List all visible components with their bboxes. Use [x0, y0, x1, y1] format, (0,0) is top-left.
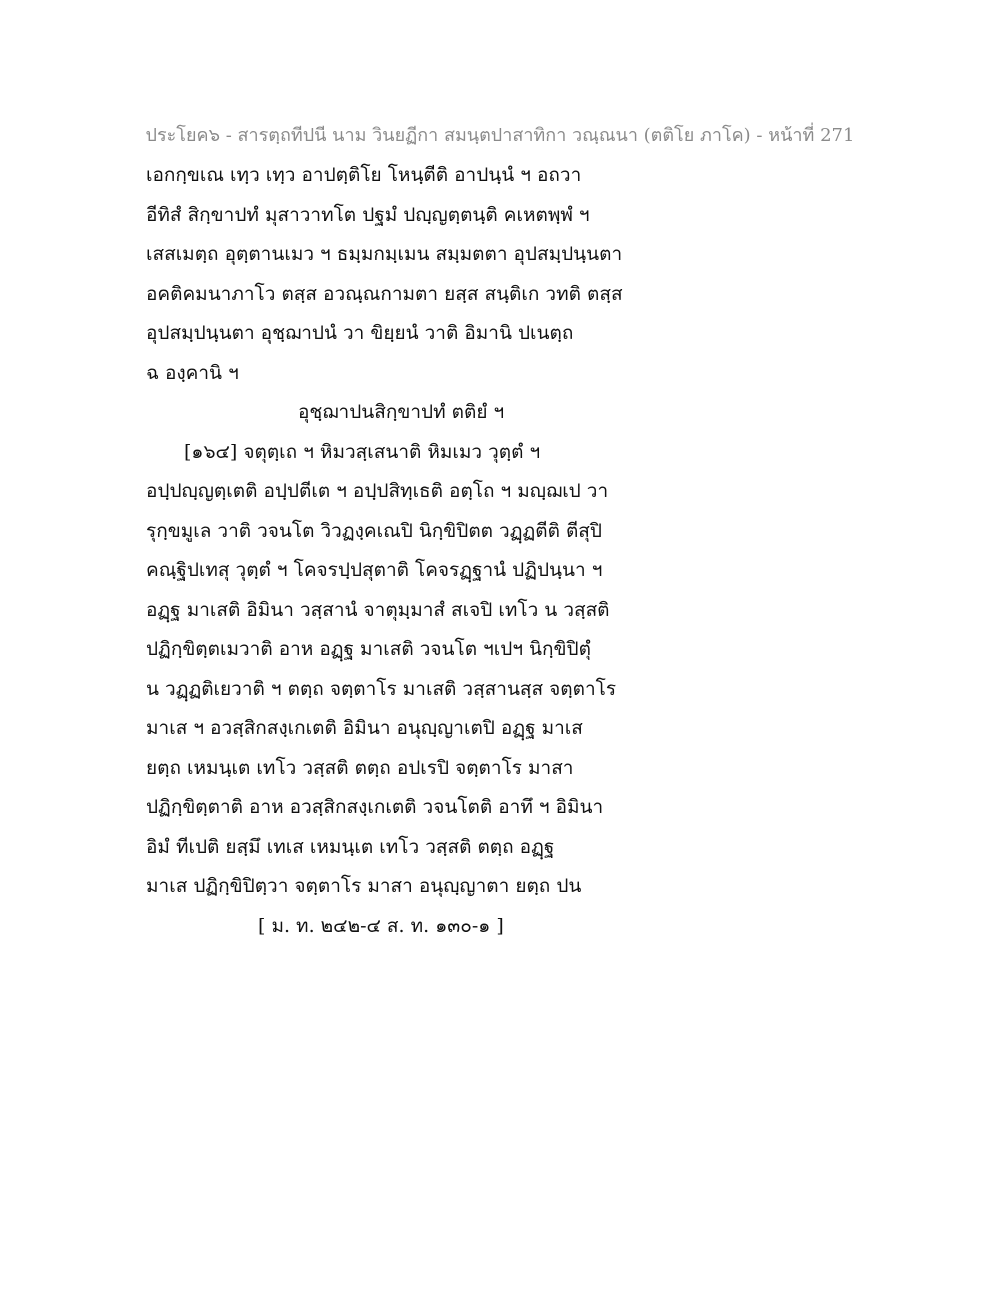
text-line: มาเส ฯ อวสฺสิกสงฺเกเตติ อิมินา อนุญฺญาเตปิ อฏฺฐ มาเส [146, 717, 583, 739]
paragraph-start: [๑๖๔] จตุตฺเถ ฯ หิมวสฺเสนาติ หิมเมว วุตฺตํ ฯ [184, 440, 541, 463]
text-line: อิมํ ทีเปติ ยสฺมึ เทเส เหมนฺเต เทโว วสฺสติ ตตฺถ อฏฺฐ [146, 835, 555, 858]
page-header: ประโยค๖ - สารตฺถทีปนี นาม วินยฏีกา สมนฺตปาสาทิกา วณฺณนา (ตติโย ภาโค) - หน้าที่ 271 [145, 125, 855, 146]
text-line: คณฺฐิปเทสุ วุตฺตํ ฯ โคจรปฺปสุตาติ โคจรฏฺฐานํ ปฏิปนฺนา ฯ [146, 559, 603, 581]
reference-note: [ ม. ท. ๒๔๒-๔ ส. ท. ๑๓๐-๑ ] [258, 914, 504, 937]
text-line: เอกกฺขเณ เทฺว เทฺว อาปตฺติโย โหนฺตีติ อาปนฺนํ ฯ อถวา [146, 164, 582, 186]
text-line: รุกฺขมูเล วาติ วจนโต วิวฏงฺคเณปิ นิกฺขิปิตต วฏฺฏตีติ ตีสุปิ [146, 519, 602, 542]
section-title: อุชฺฌาปนสิกฺขาปทํ ตติยํ ฯ [298, 401, 505, 423]
text-line: อีทิสํ สิกฺขาปทํ มุสาวาทโต ปฐมํ ปญฺญตฺตนฺติ คเหตพฺพํ ฯ [146, 203, 590, 226]
text-line: ยตฺถ เหมนฺเต เทโว วสฺสติ ตตฺถ อปเรปิ จตฺตาโร มาสา [146, 756, 574, 779]
text-line: อฏฺฐ มาเสติ อิมินา วสฺสานํ จาตุมฺมาสํ สเจปิ เทโว น วสฺสติ [146, 598, 610, 621]
text-line: อุปสมฺปนฺนตา อุชฺฌาปนํ วา ขิยฺยนํ วาติ อิมานิ ปเนตฺถ [146, 322, 574, 344]
text-line: มาเส ปฏิกฺขิปิตฺวา จตฺตาโร มาสา อนุญฺญาตา ยตฺถ ปน [146, 875, 582, 897]
text-line: เสสเมตฺถ อุตฺตานเมว ฯ ธมฺมกมฺเมน สมฺมตตา อุปสมฺปนฺนตา [146, 243, 623, 265]
body-text [146, 156, 866, 946]
text-line: อคติคมนาภาโว ตสฺส อวณฺณกามตา ยสฺส สนฺติเก วทติ ตสฺส [146, 282, 623, 305]
text-line: ฉ องฺคานิ ฯ [146, 361, 239, 384]
text-line: ปฏิกฺขิตฺตเมวาติ อาห อฏฺฐ มาเสติ วจนโต ฯเปฯ นิกฺขิปิตุํ [146, 638, 591, 660]
text-line: อปฺปญฺญตฺเตติ อปฺปตีเต ฯ อปฺปสิทฺเธติ อตฺโถ ฯ มญฺฌเป วา [146, 480, 609, 502]
text-line: ปฏิกฺขิตฺตาติ อาห อวสฺสิกสงฺเกเตติ วจนโตติ อาทึ ฯ อิมินา [146, 796, 604, 818]
text-line: น วฏฺฏติเยวาติ ฯ ตตฺถ จตฺตาโร มาเสติ วสฺสานสฺส จตฺตาโร [146, 677, 617, 700]
